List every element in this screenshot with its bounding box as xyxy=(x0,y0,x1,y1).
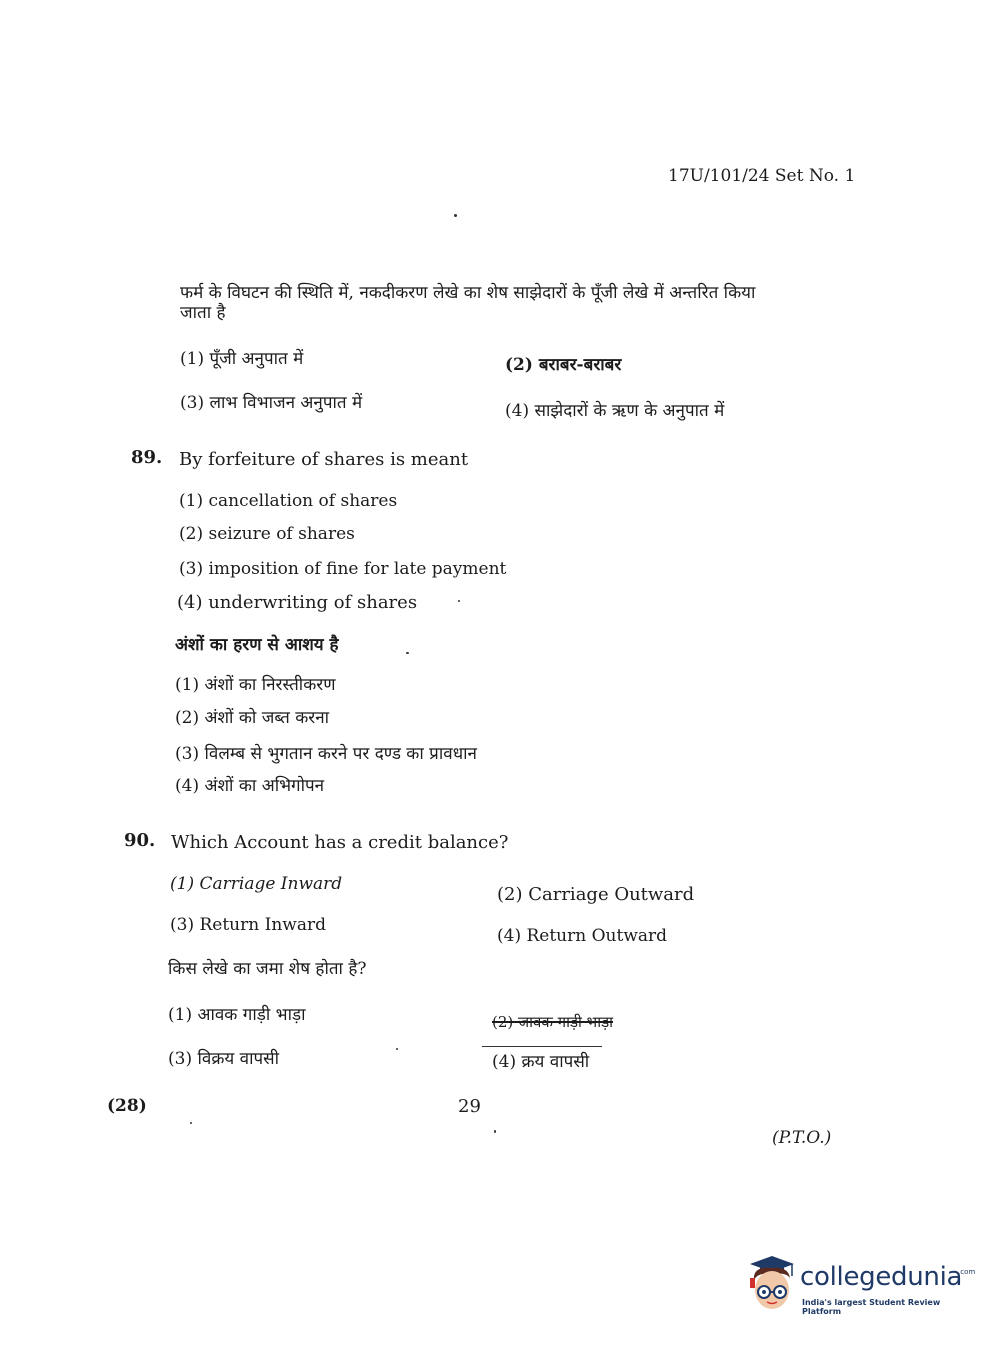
q90-option-4: (4) Return Outward xyxy=(497,926,668,946)
q88-option-3: (3) लाभ विभाजन अनुपात में xyxy=(180,393,363,413)
q90-hindi-option-1: (1) आवक गाड़ी भाड़ा xyxy=(168,1005,306,1025)
q90-option-3: (3) Return Inward xyxy=(170,915,326,935)
scan-speck xyxy=(494,1130,496,1133)
scan-speck xyxy=(458,600,460,602)
logo-suffix: .com xyxy=(958,1268,976,1276)
q90-hindi-option-4: (4) क्रय वापसी xyxy=(492,1052,590,1072)
collegedunia-logo xyxy=(742,1250,976,1320)
q90-option-2: (2) Carriage Outward xyxy=(497,884,695,905)
q90-option-1: (1) Carriage Inward xyxy=(170,874,343,894)
q89-hindi-option-2: (2) अंशों को जब्त करना xyxy=(175,708,330,728)
q89-hindi-option-1: (1) अंशों का निरस्तीकरण xyxy=(175,675,336,695)
q89-number: 89. xyxy=(131,447,163,468)
q89-hindi-question: अंशों का हरण से आशय है xyxy=(175,635,339,655)
q88-option-1: (1) पूँजी अनुपात में xyxy=(180,349,304,369)
set-code: 17U/101/24 Set No. 1 xyxy=(668,166,856,186)
q90-hindi-option-2: (2) जावक गाड़ी भाड़ा xyxy=(492,1013,614,1031)
scan-speck xyxy=(396,1048,398,1050)
q89-question: By forfeiture of shares is meant xyxy=(179,449,469,470)
q88-option-2: (2) बराबर-बराबर xyxy=(505,355,622,375)
q89-option-1: (1) cancellation of shares xyxy=(179,491,398,511)
q90-hindi-question: किस लेखे का जमा शेष होता है? xyxy=(168,959,367,979)
mascot-icon xyxy=(742,1250,798,1314)
logo-name: collegedunia xyxy=(800,1262,963,1292)
pto-label: (P.T.O.) xyxy=(772,1128,832,1148)
q89-hindi-option-4: (4) अंशों का अभिगोपन xyxy=(175,776,325,796)
scan-speck xyxy=(190,1122,192,1124)
footer-left-code: (28) xyxy=(107,1096,147,1116)
scan-speck xyxy=(454,214,457,217)
scan-speck xyxy=(406,652,409,654)
page-number: 29 xyxy=(458,1096,481,1117)
scan-line-mark xyxy=(482,1046,602,1047)
q90-number: 90. xyxy=(124,830,156,851)
q89-option-3: (3) imposition of fine for late payment xyxy=(179,559,507,579)
q88-hindi-line2: जाता है xyxy=(180,303,226,323)
q89-hindi-option-3: (3) विलम्ब से भुगतान करने पर दण्ड का प्रावधान xyxy=(175,744,477,764)
q88-hindi-line1: फर्म के विघटन की स्थिति में, नकदीकरण लेखे का शेष साझेदारों के पूँजी लेखे में अन्तरित किया xyxy=(180,283,756,303)
q90-hindi-option-3: (3) विक्रय वापसी xyxy=(168,1049,280,1069)
q90-question: Which Account has a credit balance? xyxy=(171,832,509,853)
q89-option-4: (4) underwriting of shares xyxy=(177,592,418,613)
q88-option-4: (4) साझेदारों के ऋण के अनुपात में xyxy=(505,401,725,421)
logo-tagline: India's largest Student Review Platform xyxy=(802,1298,941,1316)
q89-option-2: (2) seizure of shares xyxy=(179,524,355,544)
